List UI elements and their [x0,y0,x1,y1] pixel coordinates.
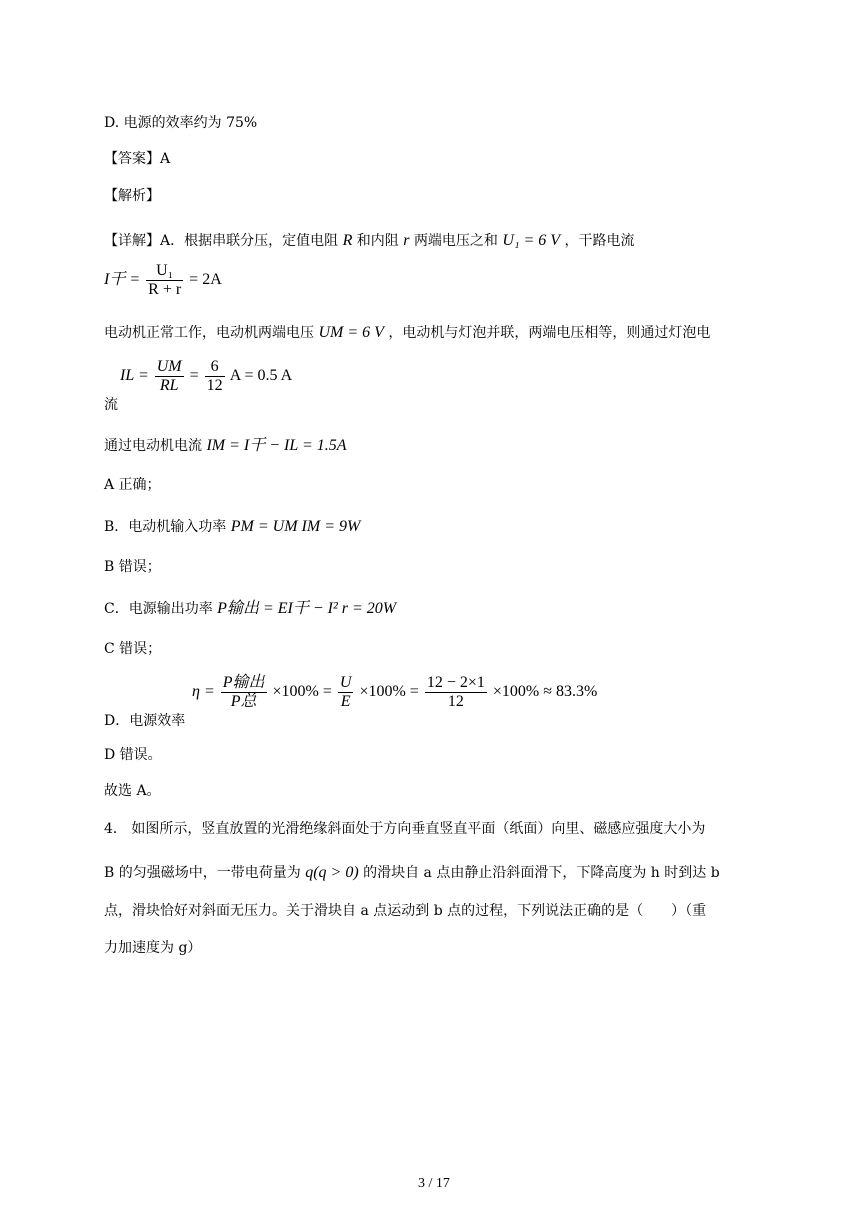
frac-den: 12 [206,377,223,394]
frac-num: U₁ [146,262,183,281]
detail-a-text3: 两端电压之和 [413,233,498,249]
q4-text-b: 的滑块自 a 点由静止沿斜面滑下，下降高度为 h 时到达 b [363,865,720,881]
c-wrong: C 错误； [104,641,162,657]
eq-i-gan-rhs: = 2A [189,271,222,289]
motor-line [104,324,710,342]
b-input-text: B．电动机输入功率 [104,519,227,535]
q4-line2 [104,864,720,882]
frac-den: P总 [230,693,257,710]
frac-den: E [340,693,351,710]
choose-a: 故选 A。 [104,783,161,799]
detail-a-text2: 和内阻 [356,233,399,249]
eq-i-gan-lhs: I干 = [104,271,141,289]
eq-il-frac2 [205,358,225,395]
eq-um: UM = 6 V [318,324,384,341]
eq-p-out: P输出 = EI干 − I² r = 20W [217,600,397,617]
q4-line3: 点，滑块恰好对斜面无压力。关于滑块自 a 点运动到 b 点的过程，下列说法正确的是（ ）（重 [104,903,707,919]
eq-i-gan-frac [146,262,183,299]
eq-il [120,358,292,395]
motor-current-line [104,437,347,455]
resistor-R: R [342,232,353,249]
liu-char: 流 [104,397,118,413]
motor-text: 电动机正常工作，电动机两端电压 [104,325,314,341]
a-correct: A 正确； [104,477,161,493]
frac-den: RL [159,377,179,394]
frac-num: 12 − 2×1 [426,674,485,691]
eq-eta-lhs: η = [192,683,215,701]
b-wrong: B 错误； [104,559,161,575]
eq-im: IM = I干 − IL = 1.5A [206,437,347,454]
option-d: D. 电源的效率约为 75% [104,115,258,131]
eq-eta-rhs: ×100% ≈ 83.3% [492,683,598,701]
eq-eta-mid1: ×100% = [272,683,332,701]
eq-q-cond: q(q > 0) [305,864,359,881]
eq-eta-mid2: ×100% = [359,683,419,701]
frac-num: 6 [205,358,225,377]
eq-u1: U₁ = 6 V [502,232,561,249]
answer-label: 【答案】A [104,151,171,167]
eq-eta-frac1 [221,674,267,711]
eq-eta-frac3 [425,674,487,711]
c-output-line [104,600,396,618]
eq-eta [192,674,597,711]
detail-a-text4: ，干路电流 [564,233,635,249]
eq-il-rhs: A = 0.5 A [229,367,293,385]
resistor-r: r [403,232,410,249]
q4-line1: 4． 如图所示，竖直放置的光滑绝缘斜面处于方向垂直竖直平面（纸面）向里、磁感应强度大小为 [104,821,706,837]
d-wrong: D 错误。 [104,747,162,763]
detail-a-line [104,232,635,250]
c-output-text: C．电源输出功率 [104,601,213,617]
motor-text2: ，电动机与灯泡并联，两端电压相等，则通过灯泡电 [388,325,711,341]
b-input-line [104,518,360,536]
frac-den: R + r [148,281,182,298]
eq-i-gan [104,262,222,299]
frac-num: U [339,674,352,691]
analysis-label: 【解析】 [104,188,160,204]
frac-num: UM [156,358,182,375]
frac-num: P输出 [222,674,265,691]
page-number: 3 / 17 [418,1176,450,1191]
q4-text-a: B 的匀强磁场中，一带电荷量为 [104,865,301,881]
q4-line4: 力加速度为 g） [104,940,202,956]
motor-current-text: 通过电动机电流 [104,438,202,454]
eq-pm: PM = UM IM = 9W [230,518,361,535]
eq-il-mid: = [189,367,199,385]
eq-eta-frac2 [338,674,354,711]
detail-a-text: 【详解】A．根据串联分压，定值电阻 [104,233,339,249]
eq-il-frac1 [155,358,184,395]
eq-il-lhs: IL = [120,367,149,385]
d-eff-label: D．电源效率 [104,713,186,729]
frac-den: 12 [447,693,464,710]
